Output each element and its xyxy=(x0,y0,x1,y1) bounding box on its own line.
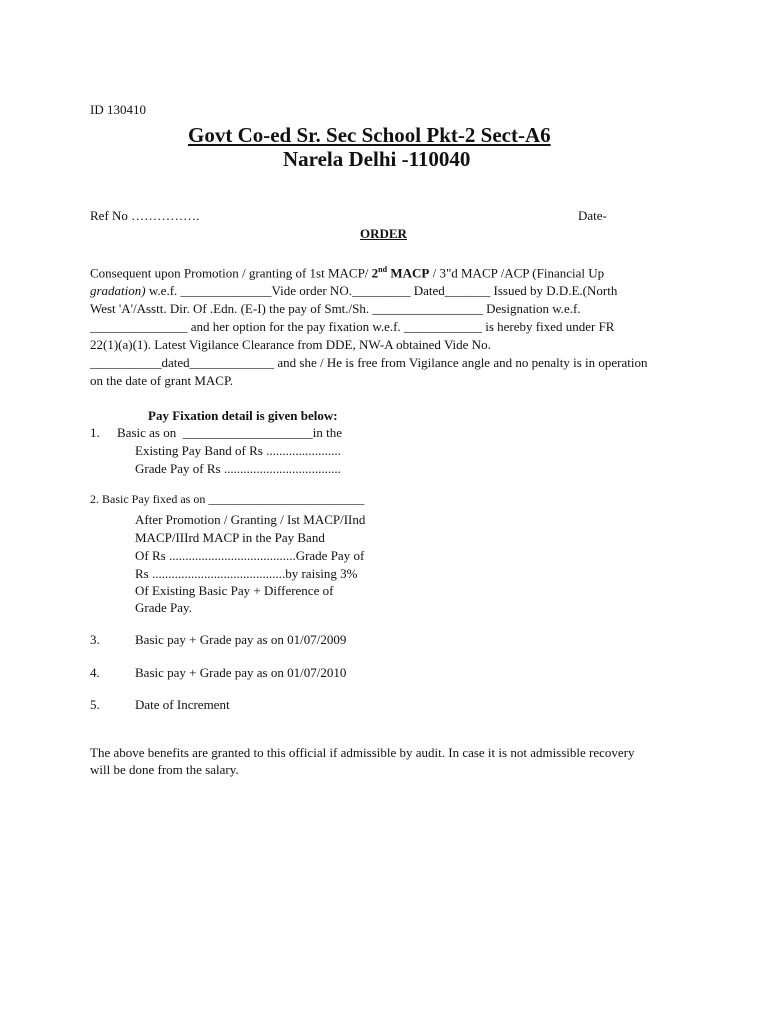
body-line-2-italic: gradation) xyxy=(90,283,146,299)
item-4-text: Basic pay + Grade pay as on 01/07/2010 xyxy=(135,665,347,680)
body-line-1-macp: MACP xyxy=(387,265,430,281)
body-line-2 xyxy=(90,282,690,300)
footer-line-2: will be done from the salary. xyxy=(90,762,239,777)
body-line-2-text: w.e.f. ______________Vide order NO._________ Dated_______ Issued by D.D.E.(North xyxy=(145,283,618,299)
item-1-blank: ____________________ xyxy=(182,425,313,440)
item-2-line-7: Grade Pay. xyxy=(135,600,192,615)
item-2-line-4: Of Rs .......................................Grade Pay of xyxy=(135,548,365,563)
item-1-line-2: Existing Pay Band of Rs ....................... xyxy=(135,443,341,458)
item-2-line-1 xyxy=(90,491,364,508)
order-body-paragraph xyxy=(90,261,690,390)
item-1-basic-label: Basic as on xyxy=(117,425,177,440)
item-1-suffix: in the xyxy=(312,425,342,440)
item-1-line-3: Grade Pay of Rs .................................... xyxy=(135,461,341,476)
reference-number: Ref No ……………. xyxy=(90,208,200,223)
item-4-number: 4. xyxy=(90,665,100,680)
item-1-number: 1. xyxy=(90,425,100,440)
body-line-7: on the date of grant MACP. xyxy=(90,373,233,389)
item-2-label: 2. Basic Pay fixed as on xyxy=(90,492,206,506)
item-1-line-1 xyxy=(117,424,342,441)
item-2-line-3: MACP/IIIrd MACP in the Pay Band xyxy=(135,530,325,545)
item-3-number: 3. xyxy=(90,632,100,647)
pay-fixation-heading: Pay Fixation detail is given below: xyxy=(148,408,338,423)
item-5-number: 5. xyxy=(90,697,100,712)
body-line-6: ___________dated_____________ and she / He is free from Vigilance angle and no penalty is in operation xyxy=(90,355,648,371)
item-2-blank: __________________________ xyxy=(208,492,365,506)
item-2-line-5: Rs .........................................by raising 3% xyxy=(135,566,358,581)
body-line-4: _______________ and her option for the pay fixation w.e.f. ____________ is hereby fixed under FR xyxy=(90,319,615,335)
body-line-3: West 'A'/Asstt. Dir. Of .Edn. (E-I) the pay of Smt./Sh. _________________ Designation w.e.f. xyxy=(90,301,581,317)
document-id: ID 130410 xyxy=(90,102,146,117)
order-heading: ORDER xyxy=(360,226,407,241)
body-line-1-superscript: nd xyxy=(378,265,388,274)
body-line-5: 22(1)(a)(1). Latest Vigilance Clearance from DDE, NW-A obtained Vide No. xyxy=(90,337,491,353)
footer-line-1: The above benefits are granted to this official if admissible by audit. In case it is not admissible recovery xyxy=(90,745,635,760)
school-address-heading: Narela Delhi -110040 xyxy=(283,147,471,171)
item-2-line-2: After Promotion / Granting / Ist MACP/IInd xyxy=(135,512,366,527)
body-line-1-rest: / 3"d MACP /ACP (Financial Up xyxy=(429,265,605,281)
item-2-line-6: Of Existing Basic Pay + Difference of xyxy=(135,583,334,598)
item-5-text: Date of Increment xyxy=(135,697,230,712)
school-name-heading: Govt Co-ed Sr. Sec School Pkt-2 Sect-A6 xyxy=(188,123,551,147)
item-3-text: Basic pay + Grade pay as on 01/07/2009 xyxy=(135,632,347,647)
body-line-1-text: Consequent upon Promotion / granting of 1st MACP/ xyxy=(90,265,372,281)
body-line-1-bold: 2 xyxy=(371,265,379,281)
body-line-1 xyxy=(90,261,690,282)
date-label: Date- xyxy=(578,208,607,223)
